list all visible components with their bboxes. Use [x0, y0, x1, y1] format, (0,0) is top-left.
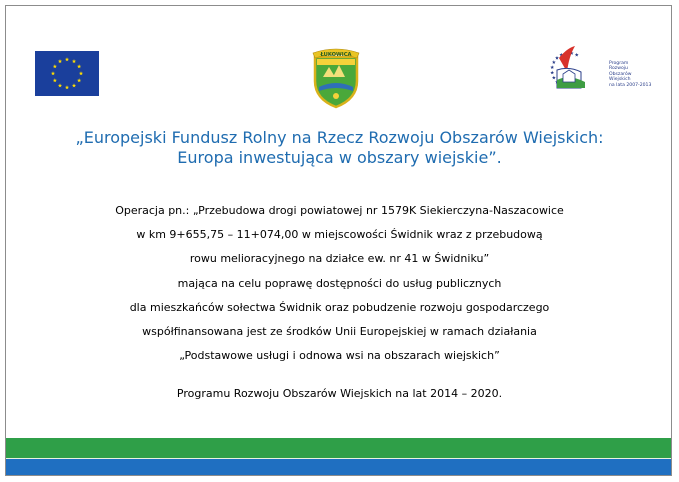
green-band [6, 438, 672, 459]
operation-line: dla mieszkańców sołectwa Świdnik oraz pobudzenie rozwoju gospodarczego [129, 300, 550, 314]
eu-flag-icon [35, 51, 99, 96]
prow-star [552, 76, 556, 80]
programme-line: Programu Rozwoju Obszarów Wiejskich na lat 2014 – 2020. [176, 387, 503, 400]
prow-caption-line: Rozwoju [609, 66, 628, 72]
blue-band [6, 459, 672, 476]
prow-caption-line: Program [609, 61, 629, 66]
operation-line: mająca na celu poprawę dostępności do usług publicznych [177, 276, 502, 290]
operation-line: „Podstawowe usługi i odnowa wsi na obszarach wiejskich” [179, 349, 500, 363]
prow-caption [609, 61, 669, 88]
prow-caption-line: na lata 2007-2013 [609, 82, 652, 88]
operation-description [6, 204, 672, 373]
commune-crest-icon [311, 47, 361, 109]
prow-star [555, 56, 559, 60]
crest-text: ŁUKOWICA [320, 52, 352, 58]
headline-line-2: Europa inwestująca w obszary wiejskie”. [177, 148, 502, 167]
prow-star [552, 60, 556, 64]
operation-line: w km 9+655,75 – 11+074,00 w miejscowości Świdnik wraz z przebudową [136, 228, 543, 242]
prow-caption-line: Obszarów [609, 71, 632, 77]
poster-frame [5, 5, 672, 476]
operation-line: rowu melioracyjnego na działce ew. nr 41 w Świdniku” [189, 252, 490, 266]
headline [6, 128, 672, 168]
operation-line: Operacja pn.: „Przebudowa drogi powiatowej nr 1579K Siekierczyna-Naszacowice [115, 204, 564, 217]
prow-star [550, 71, 554, 75]
prow-star [575, 53, 579, 57]
headline-line-1: „Europejski Fundusz Rolny na Rzecz Rozwoju Obszarów Wiejskich: [75, 128, 604, 147]
operation-line: współfinansowana jest ze środków Unii Europejskiej w ramach działania [142, 324, 537, 338]
prow-caption-line: Wiejskich [609, 77, 631, 83]
prow-star [550, 65, 554, 69]
